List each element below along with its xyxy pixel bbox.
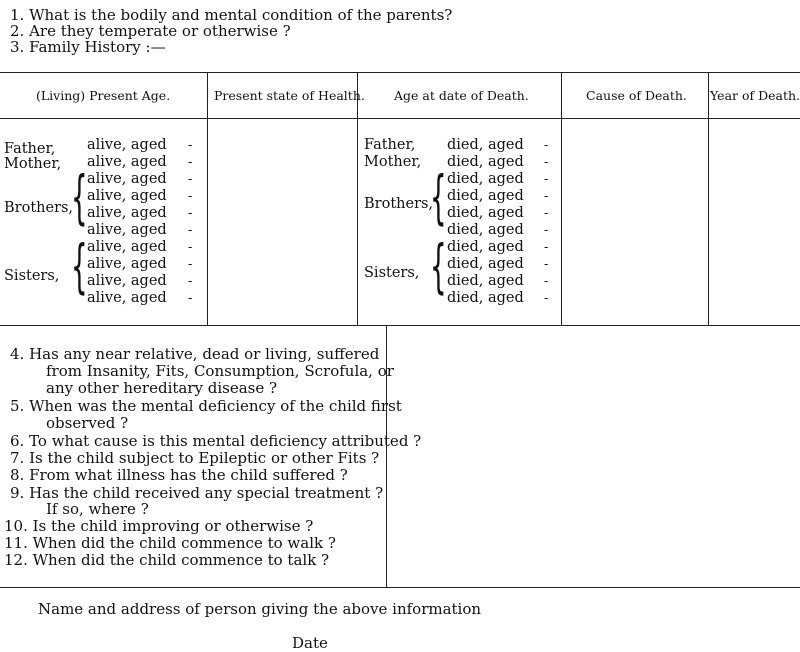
table-bottom-rule	[0, 325, 800, 326]
living-entry: alive, aged	[87, 273, 167, 289]
dead-entry: died, aged	[447, 171, 524, 187]
living-dash: -	[188, 223, 193, 238]
header-cause-of-death: Cause of Death.	[586, 88, 687, 103]
dead-dash: -	[544, 240, 549, 255]
question-2: 2. Are they temperate or otherwise ?	[10, 22, 291, 40]
question-9-cont: If so, where ?	[46, 500, 149, 518]
dead-dash: -	[544, 138, 549, 153]
dead-sisters-brace: {	[430, 232, 447, 300]
living-dash: -	[188, 257, 193, 272]
question-3: 3. Family History :—	[10, 38, 166, 56]
dead-entry: died, aged	[447, 154, 524, 170]
dead-entry: died, aged	[447, 239, 524, 255]
living-dash: -	[188, 240, 193, 255]
table-top-rule	[0, 72, 800, 73]
living-entry: alive, aged	[87, 154, 167, 170]
dead-entry: died, aged	[447, 290, 524, 306]
dead-dash: -	[544, 189, 549, 204]
living-dash: -	[188, 155, 193, 170]
living-dash: -	[188, 206, 193, 221]
living-dash: -	[188, 189, 193, 204]
dead-entry: died, aged	[447, 137, 524, 153]
header-health: Present state of Health.	[214, 88, 365, 103]
header-year-of-death: Year of Death.	[710, 88, 800, 103]
question-10: 10. Is the child improving or otherwise ?	[4, 517, 314, 535]
dead-mother-label: Mother,	[364, 154, 422, 170]
dead-dash: -	[544, 223, 549, 238]
col-divider-1	[207, 72, 208, 325]
dead-dash: -	[544, 172, 549, 187]
living-dash: -	[188, 274, 193, 289]
dead-dash: -	[544, 274, 549, 289]
dead-entry: died, aged	[447, 205, 524, 221]
question-5-cont: observed ?	[46, 414, 129, 432]
living-entry: alive, aged	[87, 256, 167, 272]
question-4-cont: any other hereditary disease ?	[46, 379, 278, 397]
dead-dash: -	[544, 155, 549, 170]
dead-dash: -	[544, 257, 549, 272]
informant-label: Name and address of person giving the above information	[38, 600, 482, 618]
dead-entry: died, aged	[447, 222, 524, 238]
question-4: 4. Has any near relative, dead or living, suffered	[10, 345, 380, 363]
living-dash: -	[188, 138, 193, 153]
dead-dash: -	[544, 291, 549, 306]
brothers-brace: {	[71, 163, 88, 231]
living-entry: alive, aged	[87, 188, 167, 204]
dead-entry: died, aged	[447, 273, 524, 289]
question-7: 7. Is the child subject to Epileptic or other Fits ?	[10, 449, 380, 467]
living-entry: alive, aged	[87, 171, 167, 187]
question-4-cont: from Insanity, Fits, Consumption, Scrofula, or	[46, 362, 394, 380]
dead-sisters-label: Sisters,	[364, 265, 420, 281]
question-8: 8. From what illness has the child suffered ?	[10, 466, 348, 484]
living-entry: alive, aged	[87, 222, 167, 238]
dead-brothers-label: Brothers,	[364, 196, 434, 212]
living-dash: -	[188, 172, 193, 187]
living-father-label: Father,	[4, 141, 56, 157]
question-11: 11. When did the child commence to walk ?	[4, 534, 336, 552]
living-entry: alive, aged	[87, 205, 167, 221]
question-9: 9. Has the child received any special treatment ?	[10, 484, 384, 502]
col-divider-2	[357, 72, 358, 325]
living-brothers-label: Brothers,	[4, 200, 74, 216]
dead-dash: -	[544, 206, 549, 221]
question-6: 6. To what cause is this mental deficiency attributed ?	[10, 432, 422, 450]
living-dash: -	[188, 291, 193, 306]
header-age-at-death: Age at date of Death.	[394, 88, 529, 103]
dead-father-label: Father,	[364, 137, 416, 153]
living-entry: alive, aged	[87, 290, 167, 306]
question-1: 1. What is the bodily and mental condition of the parents?	[10, 6, 453, 24]
table-header-rule	[0, 118, 800, 119]
lower-bottom-rule	[0, 587, 800, 588]
date-label: Date	[292, 634, 328, 652]
living-entry: alive, aged	[87, 239, 167, 255]
dead-entry: died, aged	[447, 256, 524, 272]
question-5: 5. When was the mental deficiency of the child first	[10, 397, 402, 415]
living-sisters-label: Sisters,	[4, 268, 60, 284]
living-entry: alive, aged	[87, 137, 167, 153]
living-mother-label: Mother,	[4, 156, 62, 172]
dead-entry: died, aged	[447, 188, 524, 204]
question-12: 12. When did the child commence to talk ?	[4, 551, 330, 569]
col-divider-3	[561, 72, 562, 325]
col-divider-4	[708, 72, 709, 325]
header-present-age: (Living) Present Age.	[36, 88, 171, 103]
dead-brothers-brace: {	[430, 163, 447, 231]
sisters-brace: {	[71, 232, 88, 300]
